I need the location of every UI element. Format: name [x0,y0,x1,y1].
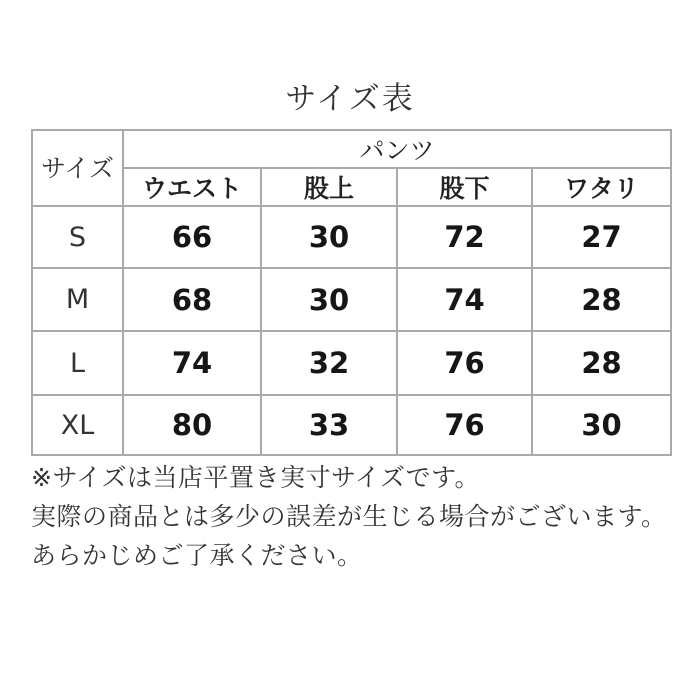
header-row-group [32,130,671,168]
value-cell: 32 [261,331,397,395]
page-title: サイズ表 [285,81,415,117]
value-cell: 72 [397,206,532,268]
value-cell: 28 [532,268,671,331]
header-row-measures [32,168,671,206]
size-label: L [32,331,123,395]
value-cell: 33 [261,395,397,455]
value-cell: 74 [397,268,532,331]
column-header-waist: ウエスト [123,168,261,206]
size-table [31,129,672,456]
value-cell: 76 [397,331,532,395]
group-header-pants: パンツ [123,130,671,168]
note-line-3: あらかじめご了承ください。 [31,541,363,570]
note-line-2: 実際の商品とは多少の誤差が生じる場合がございます。 [31,502,667,531]
table-row-s [32,206,671,268]
value-cell: 27 [532,206,671,268]
value-cell: 68 [123,268,261,331]
table-row-xl [32,395,671,455]
value-cell: 30 [261,206,397,268]
value-cell: 80 [123,395,261,455]
note-line-1: ※サイズは当店平置き実寸サイズです。 [31,463,480,492]
value-cell: 66 [123,206,261,268]
column-header-rise: 股上 [261,168,397,206]
size-label: M [32,268,123,331]
footnotes [31,464,681,581]
value-cell: 76 [397,395,532,455]
corner-header-size: サイズ [32,130,123,206]
value-cell: 30 [532,395,671,455]
value-cell: 30 [261,268,397,331]
size-label: S [32,206,123,268]
value-cell: 74 [123,331,261,395]
table-row-m [32,268,671,331]
column-header-thigh: ワタリ [532,168,671,206]
table-row-l [32,331,671,395]
column-header-inseam: 股下 [397,168,532,206]
size-label: XL [32,395,123,455]
value-cell: 28 [532,331,671,395]
